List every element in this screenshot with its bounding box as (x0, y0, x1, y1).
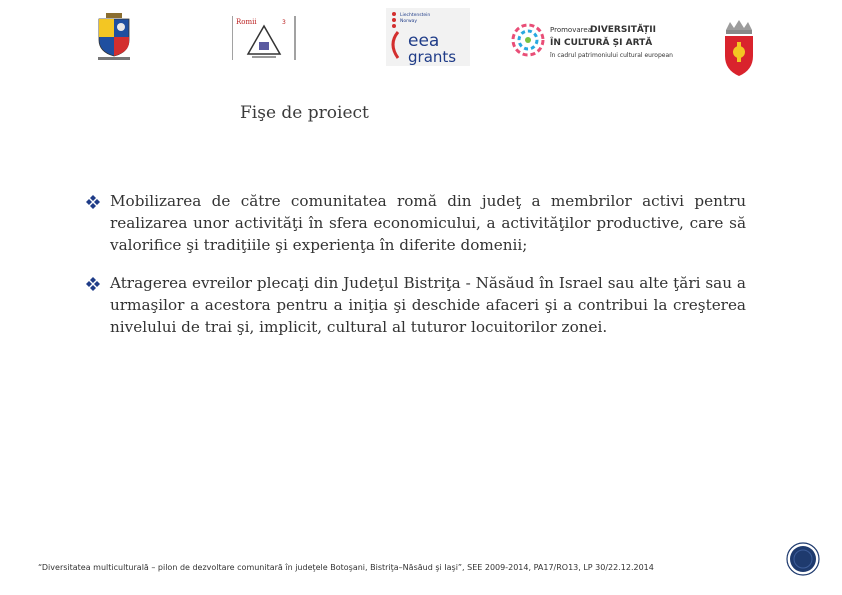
eea-grants-logo (386, 8, 470, 66)
diversity-logo-line3: în cadrul patrimoniului cultural european (550, 52, 673, 59)
page-title: Fişe de proiect (240, 103, 369, 123)
diversity-logo (510, 20, 680, 62)
bullet-list (86, 190, 746, 354)
list-item (86, 190, 746, 256)
association-logo-text: Romii (236, 18, 257, 26)
eea-brand-bottom: grants (408, 48, 457, 66)
eea-brand-top: eea (408, 31, 440, 51)
diversity-logo-line2: ÎN CULTURĂ ȘI ARTĂ (550, 38, 653, 48)
diamond-bullet-icon (86, 193, 100, 207)
eea-small-line-2: Norway (400, 19, 418, 24)
eea-small-line-1: Liechtenstein (400, 13, 431, 18)
footer-citation: “Diversitatea multiculturală – pilon de dezvoltare comunitară în judeţele Botoşani, Bistriţa–Năsăud şi Iaşi”, SEE 2009-2014, PA17/RO13, LP 30/22.12.2014 (38, 563, 654, 572)
city-crest-logo (722, 20, 756, 78)
diversity-logo-line1b: DIVERSITĂȚII (590, 25, 656, 35)
page-badge-icon (786, 542, 820, 576)
county-crest-logo (94, 12, 134, 62)
list-item (86, 272, 746, 338)
bullet-text: Mobilizarea de către comunitatea romă din judeţ a membrilor activi pentru realizarea unor activităţi în sfera economicului, a activităţilor productive, care să valorifice şi tradiţiile şi experienţa în diferite domenii; (110, 192, 746, 254)
association-logo (232, 14, 296, 62)
diversity-logo-line1a: Promovarea (550, 26, 592, 34)
svg-text:3: 3 (282, 19, 286, 26)
diamond-bullet-icon (86, 275, 100, 289)
bullet-text: Atragerea evreilor plecaţi din Judeţul Bistriţa - Năsăud în Israel sau alte ţări sau a urmaşilor a acestora pentru a iniţia şi deschide afaceri şi a contribui la creşterea nivelului de trai şi, implicit, cultural al tuturor locuitorilor zonei. (110, 274, 746, 336)
